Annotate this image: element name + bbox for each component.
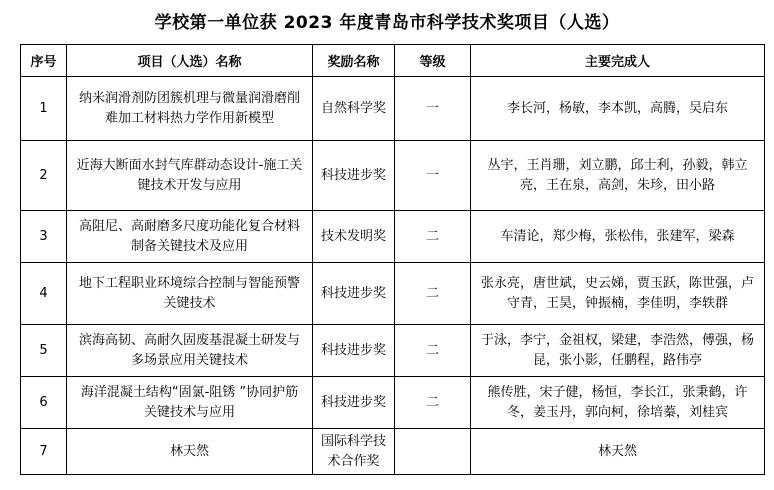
cell-project-name: 纳米润滑剂防团簇机理与微量润滑磨削难加工材料热力学作用新模型 [67, 77, 313, 141]
table-row [21, 141, 765, 211]
table-row [21, 77, 765, 141]
cell-no: 1 [21, 77, 67, 141]
cell-project-name: 地下工程职业环境综合控制与智能预警关键技术 [67, 263, 313, 325]
cell-contributors: 李长河，杨敏，李本凯，高腾，吴启东 [471, 77, 765, 141]
cell-contributors: 车清论，郑少梅，张松伟，张建军，梁森 [471, 211, 765, 263]
header-no: 序号 [21, 45, 67, 77]
cell-level: 二 [395, 263, 471, 325]
cell-award-name: 科技进步奖 [313, 325, 395, 377]
cell-award-name: 国际科学技术合作奖 [313, 429, 395, 475]
cell-no: 6 [21, 377, 67, 429]
cell-award-name: 科技进步奖 [313, 263, 395, 325]
cell-no: 3 [21, 211, 67, 263]
cell-level: 二 [395, 325, 471, 377]
table-row [21, 429, 765, 475]
header-level: 等级 [395, 45, 471, 77]
cell-award-name: 自然科学奖 [313, 77, 395, 141]
cell-level: 一 [395, 141, 471, 211]
table-row [21, 263, 765, 325]
cell-contributors: 林天然 [471, 429, 765, 475]
cell-no: 2 [21, 141, 67, 211]
cell-project-name: 林天然 [67, 429, 313, 475]
cell-project-name: 滨海高韧、高耐久固废基混凝土研发与多场景应用关键技术 [67, 325, 313, 377]
cell-award-name: 科技进步奖 [313, 377, 395, 429]
cell-level: 二 [395, 211, 471, 263]
cell-contributors: 熊传胜，宋子健，杨恒，李长江，张秉鹤，许冬，姜玉丹，郭向柯，徐培蓁，刘桂宾 [471, 377, 765, 429]
cell-contributors: 丛宇，王肖珊，刘立鹏，邱士利，孙毅，韩立亮，王在泉，高剑，朱珍，田小路 [471, 141, 765, 211]
header-main-contributors: 主要完成人 [471, 45, 765, 77]
cell-contributors: 张永亮，唐世斌，史云娣，贾玉跃，陈世强，卢守青，王昊，钟振楠，李佳明，李轶群 [471, 263, 765, 325]
page-title: 学校第一单位获 2023 年度青岛市科学技术奖项目（人选） [154, 13, 620, 33]
cell-level: 二 [395, 377, 471, 429]
table-row [21, 377, 765, 429]
cell-level [395, 429, 471, 475]
cell-no: 4 [21, 263, 67, 325]
cell-no: 7 [21, 429, 67, 475]
cell-project-name: 海洋混凝土结构“固氯-阻锈 ”协同护筋关键技术与应用 [67, 377, 313, 429]
table-header-row [21, 45, 765, 77]
cell-contributors: 于泳，李宁，金祖权，梁建，李浩然，傅强，杨昆，张小影，任鹏程，路伟亭 [471, 325, 765, 377]
cell-project-name: 高阻尼、高耐磨多尺度功能化复合材料制备关键技术及应用 [67, 211, 313, 263]
cell-level: 一 [395, 77, 471, 141]
cell-award-name: 技术发明奖 [313, 211, 395, 263]
table-row [21, 211, 765, 263]
header-award-name: 奖励名称 [313, 45, 395, 77]
table-row [21, 325, 765, 377]
awards-table [20, 44, 765, 475]
header-project-name: 项目（人选）名称 [67, 45, 313, 77]
cell-no: 5 [21, 325, 67, 377]
cell-project-name: 近海大断面水封气库群动态设计-施工关键技术开发与应用 [67, 141, 313, 211]
cell-award-name: 科技进步奖 [313, 141, 395, 211]
